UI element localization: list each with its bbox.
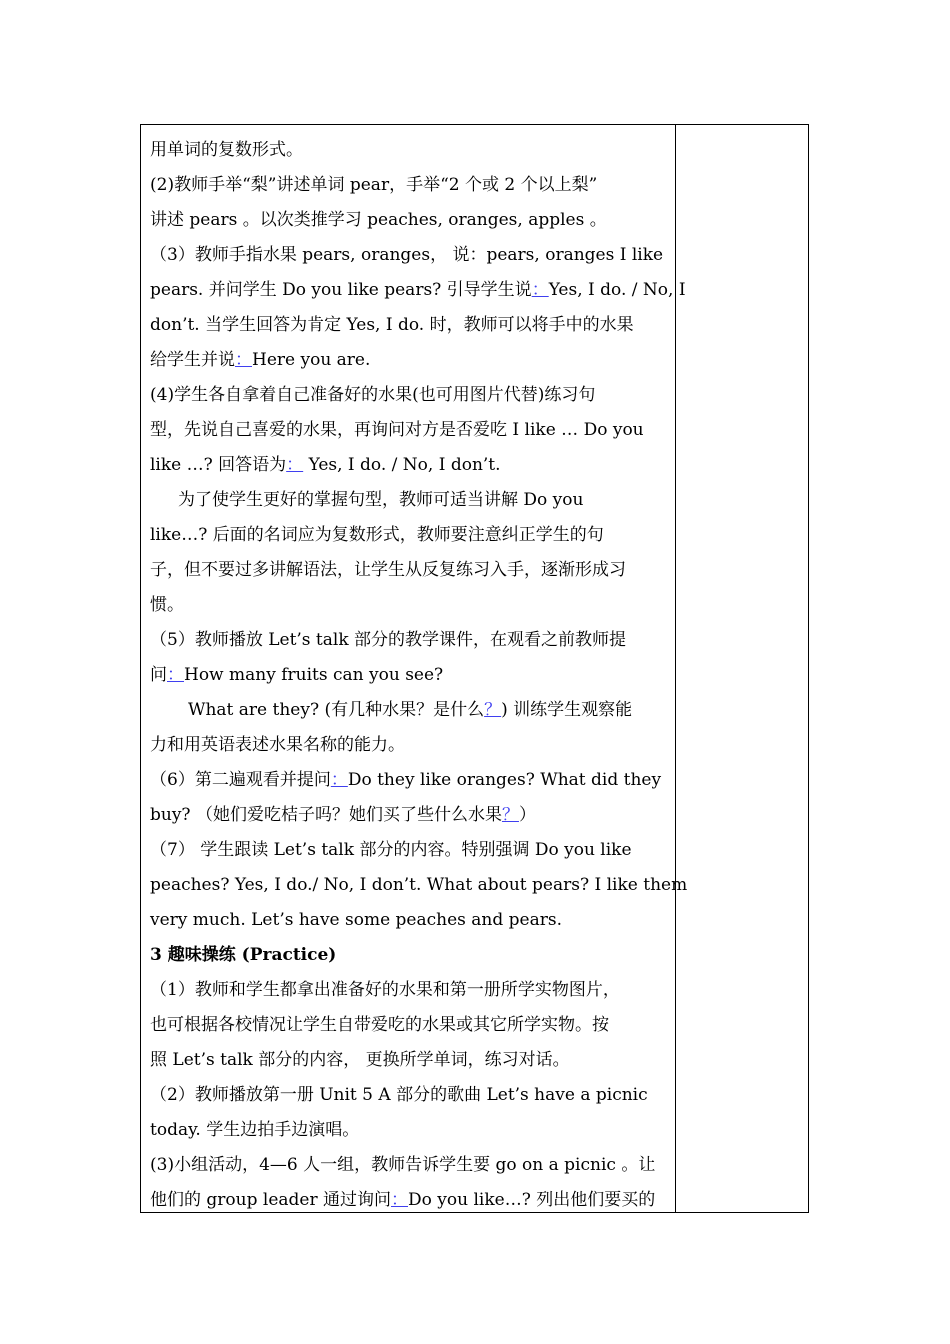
text-line bbox=[150, 483, 670, 518]
text-line bbox=[150, 588, 670, 623]
text-line bbox=[150, 833, 670, 868]
text-segment: don’t. 当学生回答为肯定 Yes, I do. 时，教师可以将手中的水果 bbox=[150, 315, 634, 335]
text-line bbox=[150, 168, 670, 203]
text-line bbox=[150, 623, 670, 658]
text-line bbox=[150, 1148, 670, 1183]
section-heading bbox=[150, 938, 670, 973]
text-line bbox=[150, 903, 670, 938]
text-segment: （5）教师播放 Let’s talk 部分的教学课件，在观看之前教师提 bbox=[150, 630, 627, 650]
text-segment: 照 Let’s talk 部分的内容， 更换所学单词，练习对话。 bbox=[150, 1050, 570, 1070]
text-segment: pears. 并问学生 Do you like pears? 引导学生说 bbox=[150, 280, 532, 300]
text-line bbox=[150, 413, 670, 448]
text-segment: like…? 后面的名词应为复数形式，教师要注意纠正学生的句 bbox=[150, 525, 604, 545]
text-line bbox=[150, 658, 670, 693]
underlined-punctuation: ： bbox=[286, 455, 304, 475]
text-line bbox=[150, 1043, 670, 1078]
text-segment: (3)小组活动，4—6 人一组，教师告诉学生要 go on a picnic 。让 bbox=[150, 1155, 656, 1175]
text-segment: ） bbox=[518, 805, 536, 825]
underlined-punctuation: ： bbox=[167, 665, 184, 685]
text-segment: （6）第二遍观看并提问 bbox=[150, 770, 331, 790]
text-line bbox=[150, 448, 670, 483]
text-segment: 也可根据各校情况让学生自带爱吃的水果或其它所学实物。按 bbox=[150, 1015, 609, 1035]
text-line bbox=[150, 343, 670, 378]
text-line bbox=[150, 553, 670, 588]
text-line bbox=[150, 238, 670, 273]
text-line bbox=[150, 868, 688, 903]
text-line bbox=[150, 518, 670, 553]
text-segment: （7） 学生跟读 Let’s talk 部分的内容。特别强调 Do you like bbox=[150, 840, 632, 860]
text-segment: （1）教师和学生都拿出准备好的水果和第一册所学实物图片， bbox=[150, 980, 620, 1000]
text-segment: 给学生并说 bbox=[150, 350, 235, 370]
text-segment: buy? （她们爱吃桔子吗？她们买了些什么水果 bbox=[150, 805, 502, 825]
text-segment: （2）教师播放第一册 Unit 5 A 部分的歌曲 Let’s have a picnic bbox=[150, 1085, 648, 1105]
underlined-punctuation: ： bbox=[391, 1190, 408, 1210]
text-line bbox=[150, 693, 670, 728]
underlined-punctuation: ： bbox=[235, 350, 252, 370]
text-line bbox=[150, 273, 686, 308]
text-segment: Do they like oranges? What did they bbox=[347, 770, 662, 790]
text-segment: ) 训练学生观察能 bbox=[501, 700, 633, 720]
text-line bbox=[150, 1183, 670, 1218]
text-segment: 型，先说自己喜爱的水果，再询问对方是否爱吃 I like … Do you bbox=[150, 420, 644, 440]
text-line bbox=[150, 133, 670, 168]
text-segment: How many fruits can you see? bbox=[184, 665, 444, 685]
lesson-plan-table bbox=[140, 124, 809, 1213]
text-line bbox=[150, 973, 670, 1008]
text-line bbox=[150, 203, 670, 238]
text-segment: (2)教师手举“梨”讲述单词 pear，手举“2 个或 2 个以上梨” bbox=[150, 175, 598, 195]
text-segment: very much. Let’s have some peaches and pears. bbox=[150, 910, 562, 930]
text-line bbox=[150, 798, 670, 833]
text-line bbox=[150, 1008, 670, 1043]
text-segment: peaches? Yes, I do./ No, I don’t. What about pears? I like them bbox=[150, 875, 688, 895]
text-segment: 子，但不要过多讲解语法，让学生从反复练习入手，逐渐形成习 bbox=[150, 560, 626, 580]
text-segment: Yes, I do. / No, I don’t. bbox=[303, 455, 501, 475]
text-segment: Here you are. bbox=[252, 350, 371, 370]
text-segment: 他们的 group leader 通过询问 bbox=[150, 1190, 391, 1210]
text-line bbox=[150, 308, 670, 343]
text-line bbox=[150, 1078, 670, 1113]
underlined-punctuation: ： bbox=[531, 280, 549, 300]
text-segment: Yes, I do. / No, I bbox=[548, 280, 686, 300]
text-segment: like …? 回答语为 bbox=[150, 455, 287, 475]
lesson-content bbox=[150, 133, 688, 1218]
text-segment: 讲述 pears 。以次类推学习 peaches, oranges, apples 。 bbox=[150, 210, 607, 230]
text-line bbox=[150, 1113, 670, 1148]
text-segment: What are they? (有几种水果？是什么 bbox=[188, 700, 485, 720]
underlined-punctuation: ： bbox=[330, 770, 348, 790]
text-segment: （3）教师手指水果 pears, oranges， 说：pears, oranges I like bbox=[150, 245, 664, 265]
text-segment: 问 bbox=[150, 665, 167, 685]
text-segment: (4)学生各自拿着自己准备好的水果(也可用图片代替)练习句 bbox=[150, 385, 596, 405]
text-segment: today. 学生边拍手边演唱。 bbox=[150, 1120, 360, 1140]
text-segment: 惯。 bbox=[150, 595, 184, 615]
text-segment: 为了使学生更好的掌握句型，教师可适当讲解 Do you bbox=[178, 490, 584, 510]
text-line bbox=[150, 378, 670, 413]
text-segment: 力和用英语表述水果名称的能力。 bbox=[150, 735, 405, 755]
text-segment: 用单词的复数形式。 bbox=[150, 140, 303, 160]
text-segment: Do you like…? 列出他们要买的 bbox=[408, 1190, 656, 1210]
text-line bbox=[150, 763, 670, 798]
underlined-punctuation: ？ bbox=[484, 700, 502, 720]
text-line bbox=[150, 728, 670, 763]
text-segment: 3 趣味操练 (Practice) bbox=[150, 945, 337, 965]
underlined-punctuation: ？ bbox=[501, 805, 519, 825]
